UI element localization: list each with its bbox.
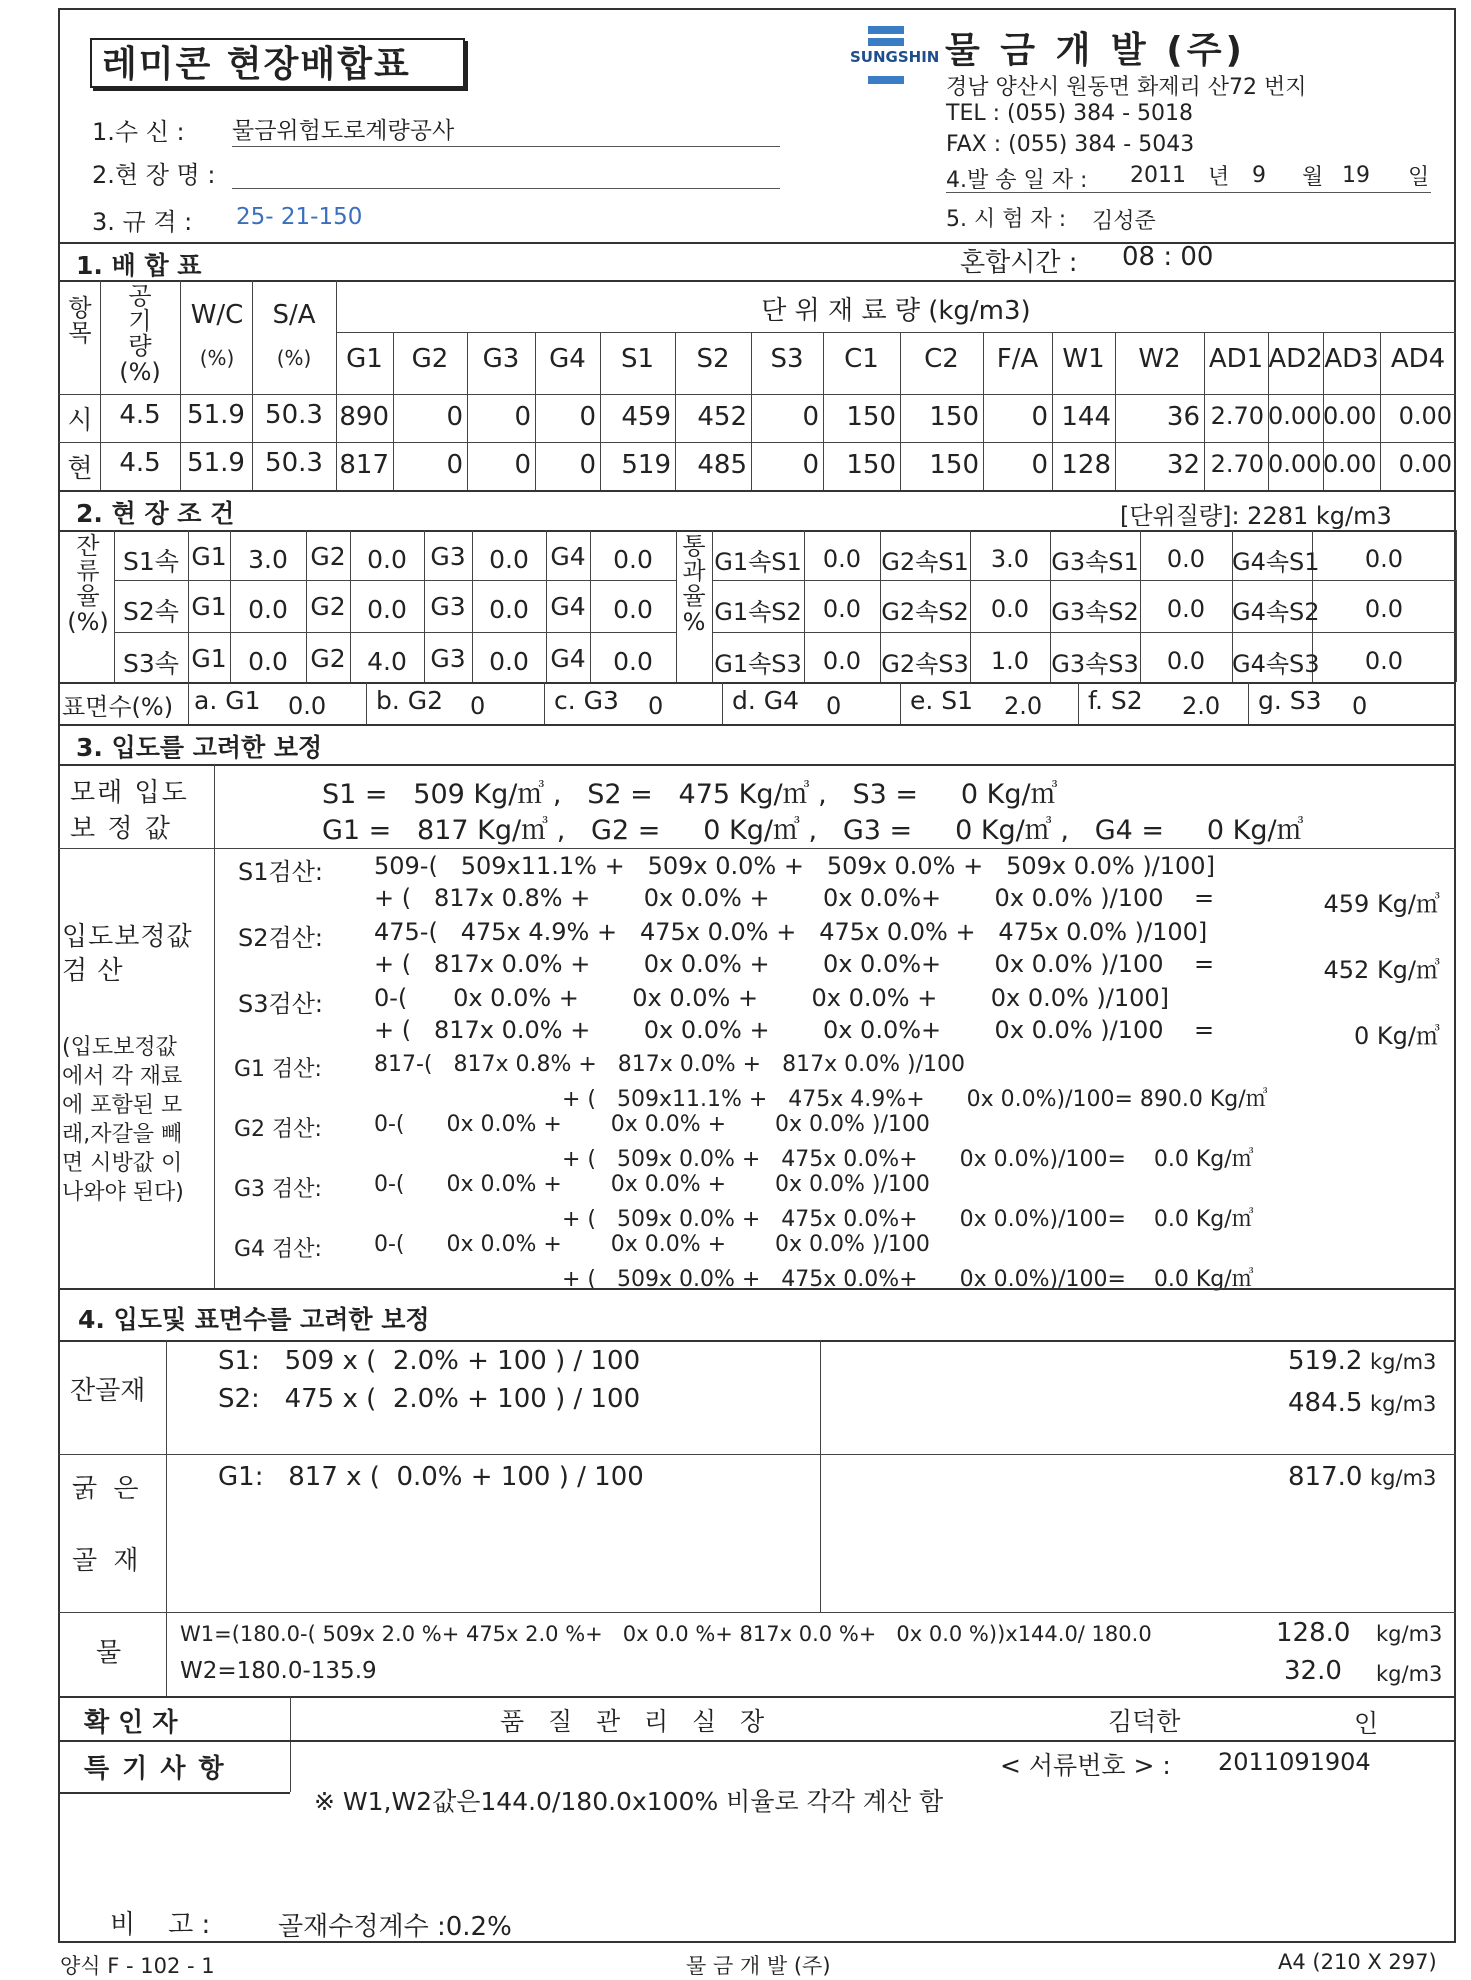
- send-day-unit: 일: [1408, 165, 1430, 190]
- col-sa-header: S/A: [272, 300, 316, 330]
- sand-check-result: 459 Kg/㎥: [1323, 890, 1440, 918]
- coarse-agg-label-2: 골 재: [72, 1546, 143, 1576]
- spec-value: 25- 21-150: [236, 204, 363, 230]
- surface-key: d. G4: [732, 686, 800, 715]
- passing-key: G1속S2: [714, 598, 802, 626]
- water-w1-unit: kg/m3: [1376, 1622, 1443, 1646]
- remarks-label-bottom: [58, 1792, 290, 1794]
- gravel-check-line2: + ( 509x 0.0% + 475x 0.0%+ 0x 0.0%)/100= 0.0 Kg/㎥: [562, 1207, 1254, 1232]
- doc-no-label: < 서류번호 > :: [1000, 1751, 1171, 1780]
- site-label: 2.현 장 명 :: [92, 161, 216, 189]
- residual-key: G2: [310, 592, 346, 621]
- material-value: 150: [929, 402, 979, 432]
- col-wc-header: W/C: [190, 300, 244, 330]
- check-label-2: 검 산: [62, 956, 124, 986]
- site-underline: [232, 188, 780, 189]
- material-value: 0.00: [1323, 402, 1377, 430]
- passing-label-text: 통과율: [682, 532, 706, 611]
- confirm-top-line: [58, 1696, 1456, 1698]
- passing-value: 0.0: [990, 595, 1030, 623]
- confirm-title: 품 질 관 리 실 장: [500, 1707, 765, 1736]
- sand-check-label: S1검산:: [238, 858, 323, 886]
- note-line: 나와야 된다): [62, 1180, 184, 1205]
- water-w2-formula: W2=180.0-135.9: [180, 1658, 377, 1684]
- gravel-check-line1: 0-( 0x 0.0% + 0x 0.0% + 0x 0.0% )/100: [374, 1232, 930, 1257]
- material-header: G3: [482, 344, 520, 374]
- material-value: 144: [1061, 402, 1111, 432]
- surface-divider: [366, 682, 367, 724]
- material-value: 0: [1031, 450, 1048, 480]
- water-w1-result: 128.0: [1276, 1618, 1351, 1648]
- gravel-check-line1: 0-( 0x 0.0% + 0x 0.0% + 0x 0.0% )/100: [374, 1112, 930, 1137]
- recipient-underline: [232, 146, 780, 147]
- surface-divider: [900, 682, 901, 724]
- remarks-text: ※ W1,W2값은144.0/180.0x100% 비율로 각각 계산 함: [314, 1787, 944, 1816]
- surface-divider: [722, 682, 723, 724]
- material-value: 0: [579, 450, 596, 480]
- residual-value: 0.0: [367, 595, 407, 624]
- passing-key: G1속S1: [714, 548, 802, 576]
- residual-key: G4: [550, 592, 586, 621]
- table1-row1-top: [58, 394, 1456, 395]
- material-header: G2: [411, 344, 449, 374]
- material-value: 36: [1166, 402, 1200, 432]
- residual-value: 0.0: [489, 647, 529, 676]
- passing-value: 0.0: [1364, 647, 1404, 675]
- passing-col-line: [1456, 530, 1457, 682]
- material-header: AD2: [1268, 344, 1323, 374]
- note-label: 비 고 :: [110, 1910, 211, 1940]
- recipient-value: 물금위험도로계량공사: [232, 118, 455, 144]
- passing-value: 0.0: [822, 647, 862, 675]
- passing-label: [676, 534, 712, 635]
- s4-result-divider: [820, 1340, 821, 1612]
- residual-row-label: S3속: [123, 649, 179, 678]
- material-value: 452: [697, 402, 747, 432]
- row-sa: 50.3: [265, 448, 323, 478]
- remarks-label: 특 기 사 항: [84, 1754, 226, 1784]
- passing-value: 0.0: [822, 595, 862, 623]
- material-value: 0: [446, 402, 463, 432]
- send-month-unit: 월: [1302, 165, 1324, 190]
- passing-value: 0.0: [1364, 545, 1404, 573]
- section2-title: 2. 현 장 조 건: [76, 499, 235, 528]
- note-line: 래,자갈을 빼: [62, 1122, 183, 1147]
- material-value: 519: [621, 450, 671, 480]
- gravel-check-line2: + ( 509x11.1% + 475x 4.9%+ 0x 0.0%)/100= 890.0 Kg/㎥: [562, 1087, 1268, 1112]
- residual-key: G3: [430, 542, 466, 571]
- coarse-g1-formula: G1: 817 x ( 0.0% + 100 ) / 100: [218, 1462, 644, 1492]
- row-sa: 50.3: [265, 400, 323, 430]
- surface-value: 2.0: [1182, 692, 1221, 720]
- material-header: AD3: [1324, 344, 1379, 374]
- s4-label-divider: [166, 1340, 167, 1696]
- material-value: 0: [514, 450, 531, 480]
- row-air: 4.5: [119, 400, 161, 430]
- company-tel: TEL : (055) 384 - 5018: [946, 101, 1194, 126]
- confirm-seal: 인: [1354, 1709, 1379, 1738]
- footer-company: 물 금 개 발 (주): [686, 1954, 831, 1978]
- sand-check-line2: + ( 817x 0.0% + 0x 0.0% + 0x 0.0%+ 0x 0.0% )/100 =: [374, 1016, 1215, 1044]
- tester-value: 김성준: [1092, 209, 1156, 234]
- passing-value: 3.0: [990, 545, 1030, 573]
- gravel-check-line2: + ( 509x 0.0% + 475x 0.0%+ 0x 0.0%)/100= 0.0 Kg/㎥: [562, 1267, 1254, 1292]
- surface-divider: [188, 682, 189, 724]
- section2-top-line: [58, 490, 1456, 492]
- sand-check-label: S3검산:: [238, 990, 323, 1018]
- residual-key: G2: [310, 644, 346, 673]
- company-logo: [850, 24, 940, 90]
- passing-unit: %: [682, 607, 706, 636]
- unit-weight: [단위질량]: 2281 kg/m3: [1120, 502, 1392, 530]
- check-label-1: 입도보정값: [62, 922, 193, 952]
- residual-label-text: 잔류율: [76, 532, 100, 611]
- send-date-underline: [946, 192, 1431, 193]
- passing-row-line: [712, 632, 1456, 633]
- fine-s2-formula: S2: 475 x ( 2.0% + 100 ) / 100: [218, 1384, 641, 1414]
- residual-value: 4.0: [367, 647, 407, 676]
- water-w1-formula: W1=(180.0-( 509x 2.0 %+ 475x 2.0 %+ 0x 0.0 %+ 817x 0.0 %+ 0x 0.0 %))x144.0/ 180.0: [180, 1622, 1152, 1646]
- passing-key: G2속S1: [881, 548, 969, 576]
- col-wc-unit: (%): [199, 346, 235, 370]
- passing-key: G1속S3: [714, 650, 802, 678]
- material-header: F/A: [996, 344, 1039, 374]
- surface-key: c. G3: [554, 686, 619, 715]
- col-sa-unit: (%): [276, 346, 312, 370]
- section1-title: 1. 배 합 표: [76, 251, 202, 280]
- water-label: 물: [96, 1638, 122, 1668]
- material-value: 0.00: [1398, 402, 1452, 430]
- sand-check-label: S2검산:: [238, 924, 323, 952]
- material-header: AD1: [1208, 344, 1264, 374]
- material-value: 817: [339, 450, 389, 480]
- fine-s1-unit: kg/m3: [1370, 1350, 1437, 1374]
- surface-value: 0: [1352, 692, 1368, 720]
- material-value: 0: [1031, 402, 1048, 432]
- gravel-check-line2: + ( 509x 0.0% + 475x 0.0%+ 0x 0.0%)/100= 0.0 Kg/㎥: [562, 1147, 1254, 1172]
- fine-s2-unit: kg/m3: [1370, 1392, 1437, 1416]
- send-date-label: 4.발 송 일 자 :: [946, 168, 1088, 193]
- residual-value: 0.0: [613, 545, 653, 574]
- material-value: 459: [621, 402, 671, 432]
- residual-value: 0.0: [248, 595, 288, 624]
- passing-key: G2속S2: [881, 598, 969, 626]
- water-w2-unit: kg/m3: [1376, 1662, 1443, 1686]
- water-w2-result: 32.0: [1284, 1656, 1342, 1686]
- material-header: S1: [620, 344, 655, 374]
- sand-check-line1: 509-( 509x11.1% + 509x 0.0% + 509x 0.0% + 509x 0.0% )/100]: [374, 852, 1215, 880]
- company-fax: FAX : (055) 384 - 5043: [946, 132, 1195, 157]
- residual-key: G2: [310, 542, 346, 571]
- gravel-check-label: G2 검산:: [234, 1117, 322, 1142]
- note-value: 골재수정계수 :0.2%: [278, 1912, 512, 1942]
- passing-key: G4속S1: [1232, 548, 1320, 576]
- surface-key: b. G2: [376, 686, 444, 715]
- residual-key: G1: [191, 542, 227, 571]
- material-header: AD4: [1390, 344, 1446, 374]
- col-air-header: [104, 284, 176, 385]
- material-value: 150: [846, 402, 896, 432]
- row-label: 시: [67, 406, 93, 436]
- material-value: 0.00: [1323, 450, 1377, 478]
- coarse-g1-result: 817.0: [1288, 1462, 1363, 1492]
- section3-header-line: [58, 764, 1456, 766]
- section4-top-line: [58, 1288, 1456, 1290]
- material-value: 2.70: [1210, 450, 1264, 478]
- surface-value: 2.0: [1004, 692, 1043, 720]
- row-wc: 51.9: [187, 448, 245, 478]
- residual-value: 0.0: [367, 545, 407, 574]
- send-year-unit: 년: [1208, 165, 1230, 190]
- note-line: 에서 각 재료: [62, 1064, 183, 1089]
- residual-row-line: [114, 580, 676, 581]
- paper-size: A4 (210 X 297): [1278, 1950, 1437, 1974]
- col-air-unit: (%): [119, 357, 161, 386]
- gravel-check-label: G1 검산:: [234, 1057, 322, 1082]
- doc-no-value: 2011091904: [1218, 1748, 1371, 1776]
- note-line: 면 시방값 이: [62, 1151, 183, 1176]
- coarse-g1-unit: kg/m3: [1370, 1466, 1437, 1490]
- passing-key: G3속S3: [1051, 650, 1139, 678]
- document-title: 레미콘 현장배합표: [90, 38, 465, 88]
- s3-check-line: [58, 848, 1456, 849]
- note-line: 에 포함된 모: [62, 1093, 183, 1118]
- surface-top-line: [58, 682, 1456, 684]
- sand-correction-line2: G1 = 817 Kg/㎥ , G2 = 0 Kg/㎥ , G3 = 0 Kg/㎥ , G4 = 0 Kg/㎥: [322, 815, 1304, 846]
- residual-value: 0.0: [248, 647, 288, 676]
- sand-label-1: 모래 입도: [70, 778, 189, 808]
- surface-key: g. S3: [1258, 686, 1322, 715]
- section1-top-line: [58, 242, 1456, 244]
- unit-material-header: 단 위 재 료 량 (kg/m3): [761, 296, 1031, 326]
- material-header: W1: [1062, 344, 1105, 374]
- sand-check-line1: 475-( 475x 4.9% + 475x 0.0% + 475x 0.0% + 475x 0.0% )/100]: [374, 918, 1208, 946]
- section3-title: 3. 입도를 고려한 보정: [76, 733, 323, 762]
- passing-row-line: [712, 580, 1456, 581]
- unit-header-divider: [336, 332, 1456, 333]
- material-value: 150: [846, 450, 896, 480]
- surface-key: e. S1: [910, 686, 974, 715]
- logo-text: SUNGSHIN: [850, 48, 940, 66]
- material-header: S2: [696, 344, 730, 374]
- residual-key: G3: [430, 592, 466, 621]
- material-header: G1: [346, 344, 383, 374]
- section3-top-line: [58, 724, 1456, 726]
- section1-header-line: [58, 280, 1456, 282]
- material-value: 0.00: [1268, 402, 1322, 430]
- material-header: G4: [549, 344, 586, 374]
- passing-key: G4속S2: [1232, 598, 1320, 626]
- surface-value: 0: [826, 692, 842, 720]
- material-value: 0: [802, 450, 819, 480]
- sand-check-result: 0 Kg/㎥: [1354, 1022, 1440, 1050]
- residual-value: 0.0: [489, 595, 529, 624]
- section4-header-line: [58, 1340, 1456, 1342]
- residual-unit: (%): [67, 607, 109, 636]
- material-header: W2: [1138, 344, 1181, 374]
- company-address: 경남 양산시 원동면 화제리 산72 번지: [946, 75, 1307, 100]
- remarks-top-line: [58, 1740, 1456, 1742]
- sand-check-line2: + ( 817x 0.8% + 0x 0.0% + 0x 0.0%+ 0x 0.0% )/100 =: [374, 884, 1215, 912]
- logo-bar-top: [868, 26, 904, 34]
- residual-row-label: S1속: [123, 547, 179, 576]
- material-value: 0: [446, 450, 463, 480]
- material-value: 0: [514, 402, 531, 432]
- material-value: 32: [1166, 450, 1200, 480]
- s4-water-line: [58, 1612, 1456, 1613]
- residual-value: 0.0: [613, 595, 653, 624]
- residual-row-line: [114, 632, 676, 633]
- col-air-text: 공기량: [128, 282, 152, 361]
- material-value: 0.00: [1268, 450, 1322, 478]
- form-number: 양식 F - 102 - 1: [60, 1954, 215, 1978]
- surface-label: 표면수(%): [62, 693, 174, 721]
- passing-value: 0.0: [822, 545, 862, 573]
- s4-coarse-line: [58, 1454, 1456, 1455]
- surface-value: 0: [470, 692, 486, 720]
- residual-value: 0.0: [613, 647, 653, 676]
- fine-s2-result: 484.5: [1288, 1388, 1363, 1418]
- sand-check-line2: + ( 817x 0.0% + 0x 0.0% + 0x 0.0%+ 0x 0.0% )/100 =: [374, 950, 1215, 978]
- note-line: (입도보정값: [62, 1035, 177, 1060]
- confirm-divider: [290, 1696, 291, 1792]
- section4-title: 4. 입도및 표면수를 고려한 보정: [78, 1305, 430, 1334]
- material-value: 150: [929, 450, 979, 480]
- section2-header-line: [58, 530, 1456, 532]
- material-value: 890: [339, 402, 389, 432]
- company-name: 물 금 개 발 (주): [945, 30, 1246, 71]
- send-day: 19: [1342, 163, 1370, 188]
- surface-value: 0: [648, 692, 664, 720]
- tester-label: 5. 시 험 자 :: [946, 207, 1067, 232]
- fine-s1-result: 519.2: [1288, 1346, 1363, 1376]
- material-header: S3: [770, 344, 804, 374]
- row-label: 현: [67, 454, 93, 484]
- passing-value: 0.0: [1364, 595, 1404, 623]
- send-month: 9: [1252, 163, 1266, 188]
- passing-key: G4속S3: [1232, 650, 1320, 678]
- residual-value: 3.0: [248, 545, 288, 574]
- material-value: 0: [579, 402, 596, 432]
- surface-key: f. S2: [1088, 686, 1143, 715]
- recipient-label: 1.수 신 :: [92, 118, 185, 146]
- residual-key: G4: [550, 644, 586, 673]
- logo-bar-mid: [868, 38, 904, 46]
- gravel-check-label: G3 검산:: [234, 1177, 322, 1202]
- mix-time-label: 혼합시간 :: [960, 248, 1078, 278]
- row-air: 4.5: [119, 448, 161, 478]
- fine-agg-label: 잔골재: [70, 1376, 146, 1406]
- material-value: 2.70: [1210, 402, 1264, 430]
- sand-label-2: 보 정 값: [70, 814, 172, 844]
- residual-key: G3: [430, 644, 466, 673]
- spec-label: 3. 규 격 :: [92, 208, 193, 236]
- material-header: C1: [844, 344, 879, 374]
- surface-value: 0.0: [288, 692, 327, 720]
- surface-divider: [544, 682, 545, 724]
- residual-row-label: S2속: [123, 597, 179, 626]
- send-year: 2011: [1130, 163, 1186, 188]
- passing-value: 0.0: [1166, 545, 1206, 573]
- surface-key: a. G1: [194, 686, 261, 715]
- row-wc: 51.9: [187, 400, 245, 430]
- material-header: C2: [924, 344, 959, 374]
- s3-label-divider: [214, 764, 215, 1288]
- material-value: 0: [802, 402, 819, 432]
- residual-key: G4: [550, 542, 586, 571]
- passing-key: G3속S2: [1051, 598, 1139, 626]
- gravel-check-line1: 0-( 0x 0.0% + 0x 0.0% + 0x 0.0% )/100: [374, 1172, 930, 1197]
- surface-divider: [1078, 682, 1079, 724]
- gravel-check-label: G4 검산:: [234, 1237, 322, 1262]
- confirm-name: 김덕한: [1108, 1707, 1181, 1736]
- mix-time-value: 08 : 00: [1122, 242, 1214, 272]
- passing-key: G3속S1: [1051, 548, 1139, 576]
- residual-key: G1: [191, 644, 227, 673]
- col-item-header: 항목: [68, 294, 92, 348]
- coarse-agg-label-1: 굵 은: [72, 1474, 143, 1504]
- passing-value: 0.0: [1166, 595, 1206, 623]
- sand-check-line1: 0-( 0x 0.0% + 0x 0.0% + 0x 0.0% + 0x 0.0% )/100]: [374, 984, 1170, 1012]
- residual-key: G1: [191, 592, 227, 621]
- passing-value: 1.0: [990, 647, 1030, 675]
- sand-check-result: 452 Kg/㎥: [1323, 956, 1440, 984]
- residual-value: 0.0: [489, 545, 529, 574]
- material-value: 0.00: [1398, 450, 1452, 478]
- material-value: 485: [697, 450, 747, 480]
- residual-col-line: [676, 530, 677, 682]
- logo-bar-bottom: [868, 76, 904, 84]
- residual-label: [60, 534, 116, 635]
- sand-correction-line1: S1 = 509 Kg/㎥ , S2 = 475 Kg/㎥ , S3 = 0 Kg/㎥: [322, 779, 1058, 810]
- fine-s1-formula: S1: 509 x ( 2.0% + 100 ) / 100: [218, 1346, 641, 1376]
- passing-value: 0.0: [1166, 647, 1206, 675]
- passing-key: G2속S3: [881, 650, 969, 678]
- gravel-check-line1: 817-( 817x 0.8% + 817x 0.0% + 817x 0.0% )/100: [374, 1052, 965, 1077]
- confirm-label: 확 인 자: [84, 1708, 178, 1738]
- table1-row2-top: [58, 442, 1456, 443]
- surface-divider: [1248, 682, 1249, 724]
- material-value: 128: [1061, 450, 1111, 480]
